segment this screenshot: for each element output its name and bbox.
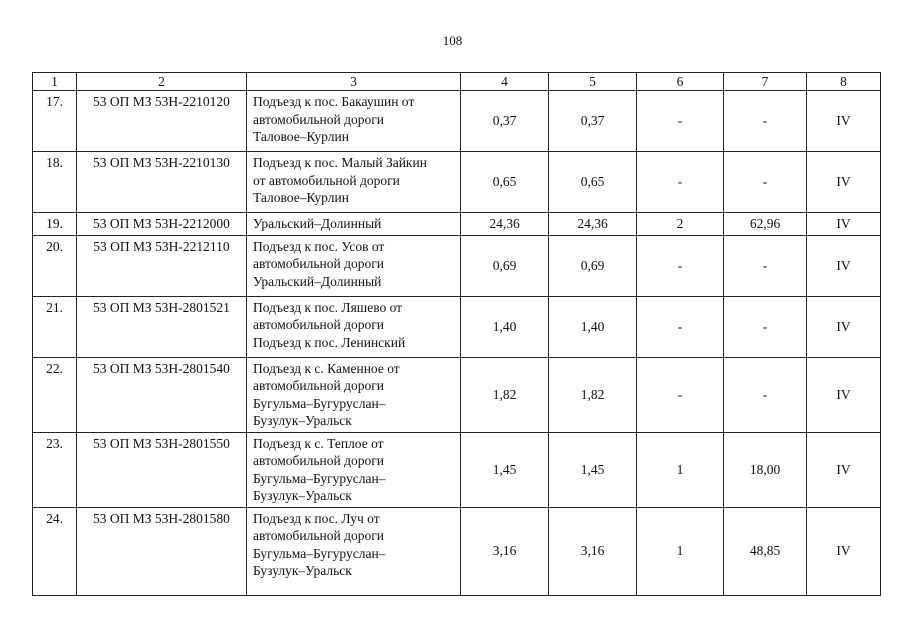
road-name-line: Бузулук–Уральск (253, 488, 352, 503)
cell-col-8: IV (807, 507, 881, 595)
road-name-line: Таловое–Курлин (253, 129, 349, 144)
cell-col-8: IV (807, 432, 881, 507)
table-row (33, 507, 881, 595)
road-name-line: автомобильной дороги (253, 317, 384, 332)
table-header-row (33, 73, 881, 91)
road-name-line: Таловое–Курлин (253, 190, 349, 205)
cell-col-6: 2 (637, 213, 724, 236)
cell-col-7: - (724, 235, 807, 296)
road-name (247, 91, 461, 152)
cell-col-6: - (637, 235, 724, 296)
cell-col-7: 48,85 (724, 507, 807, 595)
table-row (33, 235, 881, 296)
cell-col-6: - (637, 357, 724, 432)
road-code: 53 ОП МЗ 53Н-2801540 (77, 357, 247, 432)
road-name (247, 432, 461, 507)
cell-col-4: 1,40 (461, 296, 549, 357)
table-body (33, 73, 881, 596)
road-code: 53 ОП МЗ 53Н-2212110 (77, 235, 247, 296)
road-name-line: Уральский–Долинный (253, 216, 382, 231)
road-name-line: Подъезд к пос. Усов от (253, 238, 385, 254)
road-name-line: автомобильной дороги (253, 453, 384, 468)
cell-col-8: IV (807, 91, 881, 152)
cell-col-8: IV (807, 213, 881, 236)
road-name-line: от автомобильной дороги (253, 172, 400, 188)
road-name-line: Уральский–Долинный (253, 273, 382, 289)
cell-col-4: 1,45 (461, 432, 549, 507)
road-code: 53 ОП МЗ 53Н-2801550 (77, 432, 247, 507)
road-name-line: Бузулук–Уральск (253, 563, 352, 578)
row-number: 21. (33, 296, 77, 357)
road-name-line: Бузулук–Уральск (253, 413, 352, 428)
road-name-line: Подъезд к пос. Ляшево от (253, 299, 403, 315)
table-row (33, 296, 881, 357)
road-name-line: Бугульма–Бугуруслан– (253, 395, 386, 411)
row-number: 19. (33, 213, 77, 236)
cell-col-5: 24,36 (549, 213, 637, 236)
road-name-line: автомобильной дороги (253, 528, 384, 543)
column-header-6: 6 (637, 73, 724, 91)
page-number: 108 (442, 33, 463, 48)
table-row (33, 213, 881, 236)
cell-col-4: 24,36 (461, 213, 549, 236)
cell-col-8: IV (807, 296, 881, 357)
cell-col-4: 0,37 (461, 91, 549, 152)
road-name-line: Подъезд к с. Каменное от (253, 360, 400, 376)
roads-table (32, 72, 881, 596)
road-name (247, 152, 461, 213)
cell-col-7: - (724, 91, 807, 152)
row-number: 17. (33, 91, 77, 152)
road-name-line: Бугульма–Бугуруслан– (253, 545, 386, 561)
table-row (33, 432, 881, 507)
road-code: 53 ОП МЗ 53Н-2801580 (77, 507, 247, 595)
road-name (247, 296, 461, 357)
cell-col-6: 1 (637, 432, 724, 507)
row-number: 24. (33, 507, 77, 595)
row-number: 20. (33, 235, 77, 296)
column-header-1: 1 (33, 73, 77, 91)
row-number: 22. (33, 357, 77, 432)
cell-col-4: 1,82 (461, 357, 549, 432)
cell-col-8: IV (807, 235, 881, 296)
road-name-line: Подъезд к с. Теплое от (253, 435, 384, 451)
cell-col-4: 0,65 (461, 152, 549, 213)
road-name-line: автомобильной дороги (253, 378, 384, 393)
road-name-line: Подъезд к пос. Ленинский (253, 334, 406, 350)
road-code: 53 ОП МЗ 53Н-2801521 (77, 296, 247, 357)
cell-col-5: 0,69 (549, 235, 637, 296)
road-code: 53 ОП МЗ 53Н-2210130 (77, 152, 247, 213)
cell-col-6: - (637, 296, 724, 357)
cell-col-5: 3,16 (549, 507, 637, 595)
cell-col-5: 0,65 (549, 152, 637, 213)
cell-col-7: - (724, 152, 807, 213)
column-header-5: 5 (549, 73, 637, 91)
road-name-line: автомобильной дороги (253, 256, 384, 271)
road-code: 53 ОП МЗ 53Н-2210120 (77, 91, 247, 152)
cell-col-7: 18,00 (724, 432, 807, 507)
cell-col-7: 62,96 (724, 213, 807, 236)
road-name-line: Подъезд к пос. Малый Зайкин (253, 155, 427, 170)
table-row (33, 91, 881, 152)
cell-col-6: 1 (637, 507, 724, 595)
cell-col-4: 3,16 (461, 507, 549, 595)
road-name-line: автомобильной дороги (253, 111, 384, 127)
road-name (247, 357, 461, 432)
cell-col-6: - (637, 91, 724, 152)
cell-col-8: IV (807, 152, 881, 213)
cell-col-4: 0,69 (461, 235, 549, 296)
road-name-line: Подъезд к пос. Бакаушин от (253, 94, 415, 109)
row-number: 23. (33, 432, 77, 507)
table-row (33, 357, 881, 432)
road-name-line: Бугульма–Бугуруслан– (253, 470, 386, 486)
road-name (247, 507, 461, 595)
road-name-line: Подъезд к пос. Луч от (253, 510, 380, 526)
road-name (247, 213, 461, 236)
cell-col-5: 1,40 (549, 296, 637, 357)
column-header-7: 7 (724, 73, 807, 91)
table-row (33, 152, 881, 213)
cell-col-5: 1,45 (549, 432, 637, 507)
column-header-4: 4 (461, 73, 549, 91)
road-name (247, 235, 461, 296)
cell-col-7: - (724, 357, 807, 432)
row-number: 18. (33, 152, 77, 213)
cell-col-7: - (724, 296, 807, 357)
cell-col-5: 0,37 (549, 91, 637, 152)
column-header-8: 8 (807, 73, 881, 91)
cell-col-8: IV (807, 357, 881, 432)
column-header-2: 2 (77, 73, 247, 91)
cell-col-5: 1,82 (549, 357, 637, 432)
column-header-3: 3 (247, 73, 461, 91)
cell-col-6: - (637, 152, 724, 213)
road-code: 53 ОП МЗ 53Н-2212000 (77, 213, 247, 236)
